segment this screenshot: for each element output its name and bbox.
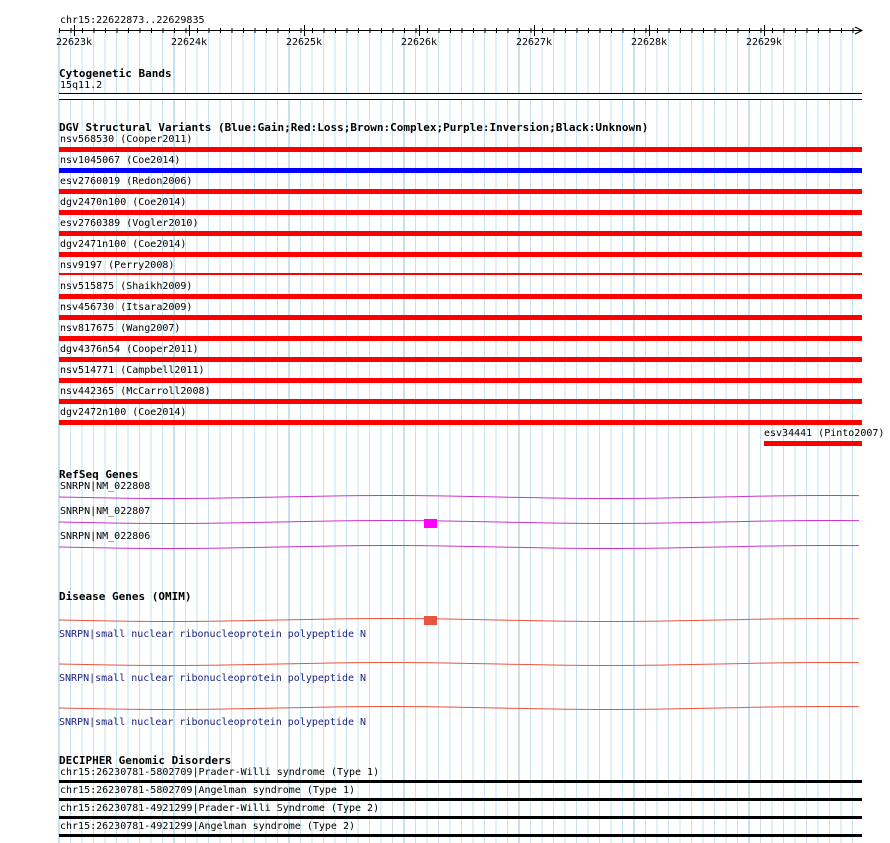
- dgv-variant-label[interactable]: nsv9197 (Perry2008): [60, 260, 175, 271]
- ruler-axis[interactable]: [0, 0, 890, 50]
- refseq-exon[interactable]: [424, 519, 437, 528]
- ruler-tick-label: 22628k: [630, 37, 668, 48]
- decipher-disorder-label[interactable]: chr15:26230781-5802709|Angelman syndrome (Type 1): [60, 785, 356, 796]
- ruler-tick-label: 22625k: [285, 37, 323, 48]
- omim-title: Disease Genes (OMIM): [59, 590, 192, 603]
- cytoband-title: Cytogenetic Bands: [59, 67, 172, 80]
- omim-gene-line-path: [59, 707, 859, 710]
- refseq-gene-label[interactable]: SNRPN|NM_022807: [60, 506, 151, 517]
- dgv-variant-bar[interactable]: [59, 336, 862, 341]
- dgv-variant-bar[interactable]: [59, 168, 862, 173]
- dgv-variant-bar[interactable]: [59, 210, 862, 215]
- refseq-gene-label[interactable]: SNRPN|NM_022806: [60, 531, 151, 542]
- dgv-variant-label[interactable]: nsv1045067 (Coe2014): [60, 155, 181, 166]
- dgv-variant-label[interactable]: nsv442365 (McCarroll2008): [60, 386, 211, 397]
- dgv-variant-bar[interactable]: [59, 273, 862, 275]
- dgv-variant-bar[interactable]: [59, 420, 862, 425]
- dgv-variant-label[interactable]: dgv2472n100 (Coe2014): [60, 407, 187, 418]
- omim-gene-label[interactable]: SNRPN|small nuclear ribonucleoprotein polypeptide N: [59, 673, 367, 684]
- decipher-disorder-label[interactable]: chr15:26230781-4921299|Angelman syndrome (Type 2): [60, 821, 356, 832]
- decipher-disorder-label[interactable]: chr15:26230781-4921299|Prader-Willi Syndrome (Type 2): [60, 803, 380, 814]
- decipher-disorder-bar[interactable]: [59, 780, 862, 783]
- dgv-variant-bar[interactable]: [59, 315, 862, 320]
- decipher-disorder-bar[interactable]: [59, 834, 862, 837]
- dgv-variant-label[interactable]: nsv456730 (Itsara2009): [60, 302, 193, 313]
- dgv-variant-bar[interactable]: [59, 294, 862, 299]
- dgv-variant-bar[interactable]: [59, 252, 862, 257]
- refseq-title: RefSeq Genes: [59, 468, 139, 481]
- dgv-variant-bar[interactable]: [59, 357, 862, 362]
- ruler-tick-label: 22626k: [400, 37, 438, 48]
- ruler-tick-label: 22627k: [515, 37, 553, 48]
- dgv-variant-label[interactable]: esv34441 (Pinto2007): [764, 428, 885, 439]
- decipher-title: DECIPHER Genomic Disorders: [59, 754, 232, 767]
- omim-gene-line[interactable]: [59, 614, 862, 626]
- omim-gene-line-path: [59, 663, 859, 666]
- dgv-variant-label[interactable]: nsv515875 (Shaikh2009): [60, 281, 193, 292]
- dgv-variant-label[interactable]: nsv514771 (Campbell2011): [60, 365, 205, 376]
- ruler-tick-label: 22623k: [55, 37, 93, 48]
- dgv-variant-label[interactable]: nsv568530 (Cooper2011): [60, 134, 193, 145]
- ruler-tick-label: 22624k: [170, 37, 208, 48]
- dgv-title: DGV Structural Variants (Blue:Gain;Red:Loss;Brown:Complex;Purple:Inversion;Black:Unknown): [59, 121, 649, 134]
- omim-gene-label[interactable]: SNRPN|small nuclear ribonucleoprotein polypeptide N: [59, 717, 367, 728]
- omim-gene-label[interactable]: SNRPN|small nuclear ribonucleoprotein polypeptide N: [59, 629, 367, 640]
- refseq-gene-line-path: [59, 496, 859, 499]
- omim-exon[interactable]: [424, 616, 437, 625]
- dgv-variant-label[interactable]: esv2760019 (Redon2006): [60, 176, 193, 187]
- dgv-variant-label[interactable]: dgv2471n100 (Coe2014): [60, 239, 187, 250]
- decipher-disorder-label[interactable]: chr15:26230781-5802709|Prader-Willi syndrome (Type 1): [60, 767, 380, 778]
- location-label: chr15:22622873..22629835: [60, 15, 205, 26]
- dgv-variant-bar[interactable]: [59, 189, 862, 194]
- dgv-variant-bar[interactable]: [59, 231, 862, 236]
- refseq-gene-line-path: [59, 521, 859, 524]
- cytoband-label[interactable]: 15q11.2: [60, 80, 103, 91]
- dgv-variant-bar[interactable]: [764, 441, 862, 446]
- cytoband-bar[interactable]: [59, 93, 862, 100]
- omim-gene-line-path: [59, 619, 859, 622]
- dgv-variant-label[interactable]: esv2760389 (Vogler2010): [60, 218, 199, 229]
- dgv-variant-label[interactable]: dgv4376n54 (Cooper2011): [60, 344, 199, 355]
- refseq-gene-line[interactable]: [59, 516, 862, 528]
- dgv-variant-label[interactable]: dgv2470n100 (Coe2014): [60, 197, 187, 208]
- omim-gene-line[interactable]: [59, 658, 862, 670]
- omim-gene-line[interactable]: [59, 702, 862, 714]
- refseq-gene-label[interactable]: SNRPN|NM_022808: [60, 481, 151, 492]
- dgv-variant-bar[interactable]: [59, 378, 862, 383]
- refseq-gene-line-path: [59, 546, 859, 549]
- refseq-gene-line[interactable]: [59, 541, 862, 553]
- dgv-variant-label[interactable]: nsv817675 (Wang2007): [60, 323, 181, 334]
- dgv-variant-bar[interactable]: [59, 147, 862, 152]
- decipher-disorder-bar[interactable]: [59, 798, 862, 801]
- refseq-gene-line[interactable]: [59, 491, 862, 503]
- decipher-disorder-bar[interactable]: [59, 816, 862, 819]
- ruler-tick-label: 22629k: [745, 37, 783, 48]
- dgv-variant-bar[interactable]: [59, 399, 862, 404]
